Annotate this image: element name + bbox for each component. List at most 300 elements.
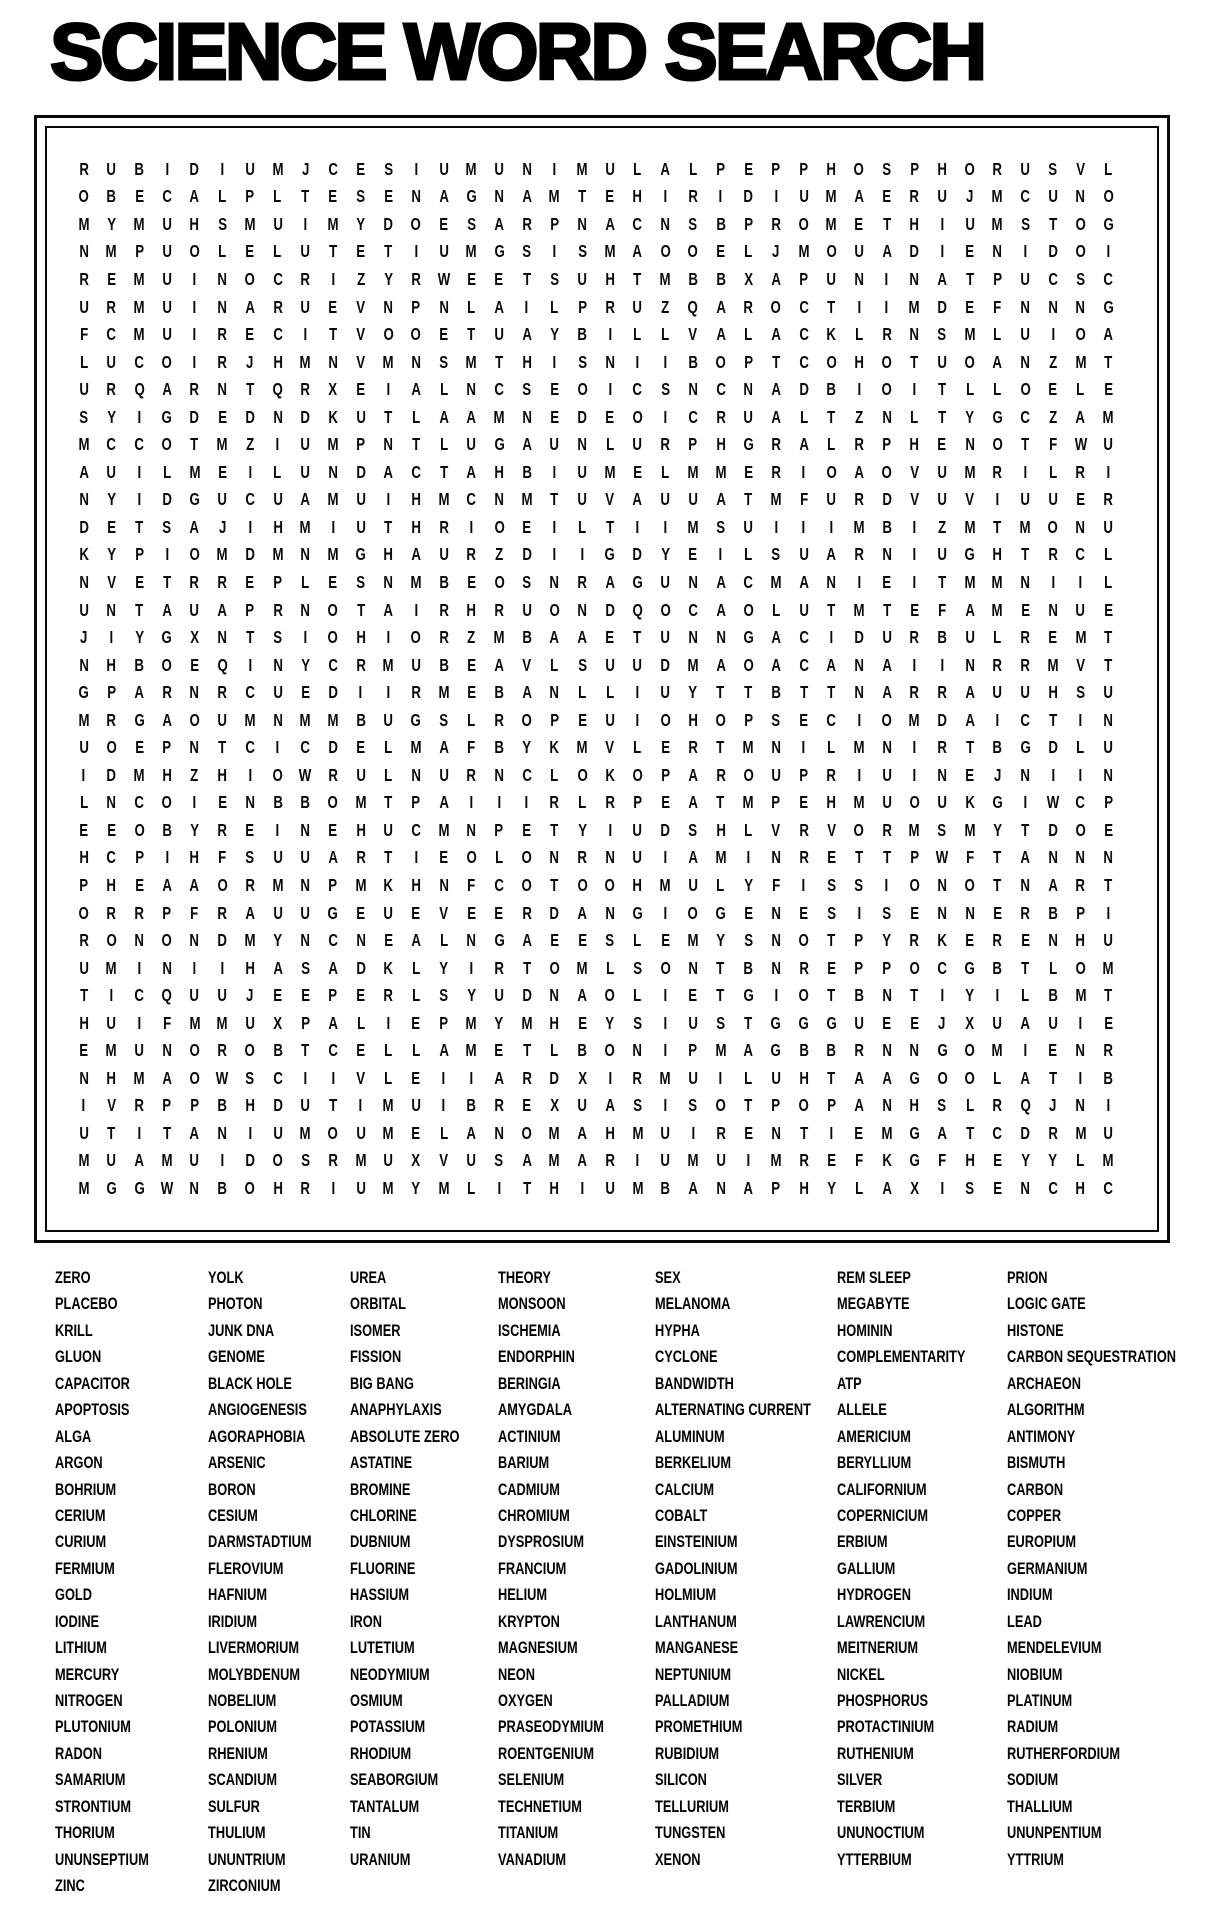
grid-cell: A bbox=[549, 627, 560, 648]
grid-cell: I bbox=[1078, 1013, 1083, 1033]
grid-cell: C bbox=[688, 407, 698, 427]
grid-cell: A bbox=[605, 214, 615, 235]
grid-cell: I bbox=[192, 352, 197, 372]
grid-cell: A bbox=[438, 187, 449, 207]
grid-cell: A bbox=[79, 462, 89, 482]
grid-cell: E bbox=[522, 820, 532, 841]
grid-cell: K bbox=[383, 875, 394, 896]
grid-cell: R bbox=[854, 435, 864, 455]
grid-cell: P bbox=[743, 710, 753, 730]
grid-cell: H bbox=[106, 875, 117, 896]
grid-cell: E bbox=[799, 710, 809, 730]
grid-cell: E bbox=[605, 187, 615, 207]
grid-cell: T bbox=[1021, 958, 1030, 978]
grid-cell: S bbox=[79, 407, 89, 427]
grid-cell: P bbox=[1103, 793, 1113, 813]
word-item: LITHIUM bbox=[55, 1639, 107, 1658]
grid-cell: N bbox=[272, 710, 283, 730]
grid-cell: R bbox=[189, 379, 200, 400]
grid-cell: K bbox=[605, 765, 615, 785]
word-item: PROTACTINIUM bbox=[837, 1718, 935, 1737]
grid-cell: N bbox=[632, 1041, 643, 1061]
grid-cell: Y bbox=[826, 1178, 836, 1199]
word-item: THORIUM bbox=[55, 1824, 115, 1843]
grid-cell: U bbox=[577, 462, 588, 482]
grid-cell: B bbox=[272, 793, 283, 813]
word-list-column-2 bbox=[208, 1266, 337, 1901]
grid-cell: B bbox=[798, 1041, 809, 1061]
grid-cell: R bbox=[660, 435, 671, 455]
grid-cell: Q bbox=[632, 600, 643, 620]
grid-cell: M bbox=[521, 490, 533, 510]
grid-cell: C bbox=[1103, 1178, 1114, 1199]
grid-cell: D bbox=[245, 407, 255, 427]
grid-cell: B bbox=[826, 379, 837, 400]
grid-cell: M bbox=[133, 214, 145, 235]
grid-cell: I bbox=[248, 655, 252, 675]
grid-cell: E bbox=[910, 1013, 919, 1033]
grid-cell: O bbox=[244, 1041, 256, 1061]
grid-cell: M bbox=[327, 214, 339, 235]
grid-cell: G bbox=[964, 958, 975, 978]
grid-cell: N bbox=[1103, 848, 1114, 868]
grid-cell: M bbox=[1075, 1123, 1087, 1144]
grid-cell: L bbox=[356, 1013, 365, 1033]
grid-cell: C bbox=[245, 682, 255, 703]
grid-cell: M bbox=[382, 1096, 394, 1116]
word-item: GLUON bbox=[55, 1348, 102, 1367]
grid-cell: I bbox=[746, 848, 751, 868]
grid-cell: L bbox=[412, 407, 421, 427]
grid-cell: E bbox=[411, 1123, 421, 1144]
grid-cell: R bbox=[1075, 462, 1086, 482]
grid-cell: A bbox=[688, 765, 698, 785]
grid-cell: B bbox=[992, 738, 1003, 758]
grid-cell: O bbox=[410, 214, 422, 235]
grid-cell: R bbox=[245, 875, 255, 896]
word-item: OXYGEN bbox=[498, 1692, 553, 1711]
grid-cell: T bbox=[384, 793, 393, 813]
grid-cell: K bbox=[881, 1151, 892, 1171]
grid-cell: F bbox=[79, 324, 88, 345]
grid-cell: B bbox=[577, 324, 588, 345]
grid-cell: U bbox=[355, 490, 366, 510]
grid-cell: N bbox=[1020, 1178, 1031, 1199]
grid-cell: R bbox=[771, 214, 781, 235]
grid-cell: I bbox=[552, 242, 557, 262]
grid-cell: U bbox=[577, 490, 588, 510]
grid-cell: Y bbox=[107, 214, 116, 235]
grid-cell: Q bbox=[217, 655, 228, 675]
grid-cell: O bbox=[549, 958, 560, 978]
grid-cell: G bbox=[604, 545, 616, 565]
grid-cell: N bbox=[189, 738, 200, 758]
word-item: TUNGSTEN bbox=[655, 1824, 726, 1843]
grid-cell: C bbox=[522, 765, 532, 785]
word-item: GENOME bbox=[208, 1348, 265, 1367]
grid-cell: E bbox=[1103, 600, 1113, 620]
grid-cell: I bbox=[81, 1096, 86, 1116]
grid-cell: R bbox=[1048, 545, 1058, 565]
grid-cell: Z bbox=[855, 407, 864, 427]
grid-cell: U bbox=[272, 903, 283, 923]
grid-cell: M bbox=[1102, 407, 1114, 427]
grid-cell: O bbox=[798, 214, 809, 235]
grid-cell: T bbox=[716, 985, 725, 1006]
grid-cell: M bbox=[216, 1013, 228, 1033]
word-item: BERINGIA bbox=[498, 1375, 561, 1394]
word-list-column-7 bbox=[1007, 1266, 1206, 1874]
word-list-column-5 bbox=[655, 1266, 850, 1874]
grid-cell: O bbox=[632, 407, 643, 427]
grid-cell: B bbox=[106, 187, 117, 207]
grid-cell: X bbox=[965, 1013, 975, 1033]
grid-cell: I bbox=[386, 379, 391, 400]
grid-cell: A bbox=[438, 1041, 449, 1061]
page-title: SCIENCE WORD SEARCH bbox=[50, 7, 985, 96]
grid-cell: A bbox=[189, 187, 200, 207]
grid-cell: T bbox=[827, 1068, 836, 1088]
grid-cell: N bbox=[466, 379, 477, 400]
grid-cell: T bbox=[550, 875, 559, 896]
grid-cell: S bbox=[245, 1068, 255, 1088]
grid-cell: M bbox=[770, 490, 782, 510]
grid-cell: R bbox=[937, 682, 947, 703]
grid-cell: N bbox=[79, 242, 89, 262]
grid-cell: W bbox=[935, 848, 949, 868]
grid-cell: M bbox=[991, 187, 1004, 207]
word-item: APOPTOSIS bbox=[55, 1401, 130, 1420]
grid-cell: R bbox=[909, 627, 920, 648]
word-item: ATP bbox=[837, 1375, 862, 1394]
word-item: JUNK DNA bbox=[208, 1322, 275, 1341]
grid-cell: C bbox=[328, 1041, 338, 1061]
grid-cell: O bbox=[798, 985, 809, 1006]
word-item: ALGA bbox=[55, 1428, 92, 1447]
word-item: NICKEL bbox=[837, 1666, 885, 1684]
word-item: ISOMER bbox=[350, 1322, 401, 1341]
grid-cell: O bbox=[161, 930, 173, 951]
grid-cell: A bbox=[466, 1123, 477, 1144]
grid-cell: R bbox=[771, 435, 781, 455]
grid-cell: M bbox=[327, 545, 339, 565]
grid-cell: I bbox=[1023, 793, 1028, 813]
grid-cell: B bbox=[522, 462, 532, 482]
grid-cell: U bbox=[162, 214, 172, 235]
grid-cell: E bbox=[107, 517, 116, 538]
grid-cell: R bbox=[715, 407, 726, 427]
grid-cell: A bbox=[522, 682, 532, 703]
grid-cell: K bbox=[549, 738, 560, 758]
grid-cell: M bbox=[908, 710, 920, 730]
grid-cell: I bbox=[275, 435, 280, 455]
grid-cell: M bbox=[105, 958, 118, 978]
grid-cell: J bbox=[246, 352, 254, 372]
grid-cell: N bbox=[79, 490, 89, 510]
grid-cell: I bbox=[1078, 765, 1083, 785]
word-item: MONSOON bbox=[498, 1295, 566, 1314]
grid-cell: T bbox=[328, 1096, 338, 1116]
grid-cell: L bbox=[633, 930, 642, 951]
grid-cell: F bbox=[771, 875, 781, 896]
grid-cell: M bbox=[465, 1041, 477, 1061]
grid-cell: G bbox=[1103, 297, 1114, 317]
grid-cell: T bbox=[328, 242, 338, 262]
grid-cell: O bbox=[964, 1041, 975, 1061]
word-item: MENDELEVIUM bbox=[1007, 1639, 1102, 1658]
grid-cell: O bbox=[493, 517, 505, 538]
grid-cell: N bbox=[826, 572, 837, 593]
grid-cell: T bbox=[550, 490, 559, 510]
grid-cell: N bbox=[881, 1096, 892, 1116]
grid-cell: E bbox=[79, 1041, 89, 1061]
grid-cell: D bbox=[522, 985, 532, 1006]
grid-cell: R bbox=[1020, 627, 1031, 648]
grid-cell: U bbox=[217, 710, 228, 730]
grid-cell: Y bbox=[300, 655, 310, 675]
grid-cell: A bbox=[466, 407, 477, 427]
grid-cell: M bbox=[382, 655, 394, 675]
grid-cell: I bbox=[331, 517, 335, 538]
grid-cell: I bbox=[940, 242, 944, 262]
grid-cell: I bbox=[774, 517, 778, 538]
grid-cell: A bbox=[854, 1096, 864, 1116]
grid-cell: O bbox=[660, 600, 671, 620]
grid-cell: O bbox=[881, 710, 892, 730]
word-item: ARSENIC bbox=[208, 1454, 266, 1473]
grid-cell: N bbox=[245, 793, 255, 813]
grid-cell: P bbox=[993, 269, 1002, 290]
grid-cell: N bbox=[688, 627, 698, 648]
grid-cell: U bbox=[771, 1068, 781, 1088]
word-item: EINSTEINIUM bbox=[655, 1533, 738, 1552]
grid-cell: U bbox=[217, 985, 228, 1006]
word-item: KRILL bbox=[55, 1322, 93, 1341]
grid-cell: T bbox=[328, 324, 338, 345]
grid-cell: U bbox=[577, 1096, 588, 1116]
grid-cell: I bbox=[524, 297, 529, 317]
grid-cell: U bbox=[1103, 1123, 1114, 1144]
grid-cell: M bbox=[659, 1068, 671, 1088]
grid-cell: T bbox=[245, 627, 255, 648]
word-item: LEAD bbox=[1007, 1613, 1042, 1632]
grid-cell: T bbox=[467, 324, 476, 345]
grid-cell: N bbox=[715, 627, 726, 648]
grid-cell: N bbox=[438, 875, 449, 896]
grid-cell: Y bbox=[107, 407, 116, 427]
grid-cell: N bbox=[688, 572, 698, 593]
grid-cell: Y bbox=[273, 930, 283, 951]
grid-cell: N bbox=[494, 765, 504, 785]
grid-cell: O bbox=[826, 352, 837, 372]
grid-cell: B bbox=[715, 269, 726, 290]
grid-cell: Y bbox=[411, 1178, 421, 1199]
grid-cell: A bbox=[854, 187, 864, 207]
grid-cell: Y bbox=[467, 985, 476, 1006]
grid-cell: O bbox=[466, 848, 477, 868]
word-item: ZINC bbox=[55, 1877, 85, 1896]
grid-cell: V bbox=[826, 820, 836, 841]
grid-cell: I bbox=[192, 793, 197, 813]
grid-cell: A bbox=[438, 738, 449, 758]
grid-cell: H bbox=[632, 187, 643, 207]
grid-cell: E bbox=[467, 572, 476, 593]
grid-cell: M bbox=[438, 1178, 450, 1199]
grid-cell: A bbox=[965, 710, 975, 730]
grid-cell: C bbox=[798, 352, 809, 372]
grid-cell: A bbox=[522, 435, 532, 455]
grid-cell: M bbox=[133, 765, 145, 785]
grid-cell: H bbox=[106, 655, 117, 675]
grid-cell: S bbox=[356, 572, 366, 593]
word-item: RUBIDIUM bbox=[655, 1745, 719, 1764]
grid-cell: A bbox=[1020, 1013, 1031, 1033]
grid-cell: L bbox=[1048, 462, 1057, 482]
grid-cell: R bbox=[909, 930, 920, 951]
grid-cell: P bbox=[134, 848, 144, 868]
grid-cell: E bbox=[660, 930, 670, 951]
grid-cell: O bbox=[189, 710, 200, 730]
grid-cell: I bbox=[386, 1013, 391, 1033]
grid-cell: X bbox=[550, 1096, 559, 1116]
word-item: FRANCIUM bbox=[498, 1560, 567, 1579]
grid-cell: S bbox=[577, 352, 587, 372]
grid-cell: H bbox=[688, 710, 698, 730]
grid-cell: U bbox=[189, 1151, 200, 1171]
grid-cell: T bbox=[716, 793, 725, 813]
grid-cell: O bbox=[521, 848, 532, 868]
grid-cell: M bbox=[659, 269, 671, 290]
grid-cell: U bbox=[1020, 682, 1031, 703]
grid-cell: T bbox=[938, 572, 947, 593]
grid-cell: Y bbox=[605, 1013, 615, 1033]
grid-cell: T bbox=[301, 187, 310, 207]
grid-cell: R bbox=[605, 793, 615, 813]
grid-cell: M bbox=[548, 187, 561, 207]
grid-cell: E bbox=[993, 1151, 1002, 1171]
grid-cell: M bbox=[576, 958, 588, 978]
grid-cell: T bbox=[827, 930, 836, 951]
grid-cell: N bbox=[522, 159, 532, 179]
grid-cell: C bbox=[272, 324, 283, 345]
grid-cell: H bbox=[106, 1068, 117, 1088]
grid-cell: D bbox=[328, 738, 338, 758]
grid-cell: L bbox=[965, 379, 974, 400]
grid-cell: N bbox=[162, 958, 172, 978]
grid-cell: N bbox=[300, 820, 311, 841]
grid-cell: B bbox=[300, 793, 311, 813]
grid-cell: N bbox=[549, 682, 560, 703]
grid-cell: I bbox=[635, 1151, 640, 1171]
grid-cell: T bbox=[716, 738, 725, 758]
grid-cell: M bbox=[493, 627, 505, 648]
grid-cell: E bbox=[799, 903, 809, 923]
grid-cell: I bbox=[940, 655, 944, 675]
grid-cell: P bbox=[882, 958, 892, 978]
grid-cell: M bbox=[161, 1151, 173, 1171]
grid-cell: I bbox=[1023, 462, 1028, 482]
grid-cell: M bbox=[78, 1178, 90, 1199]
grid-cell: P bbox=[716, 159, 726, 179]
grid-cell: P bbox=[1076, 903, 1086, 923]
grid-cell: E bbox=[605, 627, 615, 648]
grid-cell: S bbox=[439, 352, 449, 372]
grid-cell: O bbox=[798, 1096, 809, 1116]
grid-cell: D bbox=[937, 710, 947, 730]
grid-cell: I bbox=[358, 682, 363, 703]
grid-cell: O bbox=[881, 379, 892, 400]
grid-cell: U bbox=[1048, 1013, 1058, 1033]
grid-cell: P bbox=[660, 765, 670, 785]
grid-cell: L bbox=[550, 297, 559, 317]
grid-cell: U bbox=[162, 297, 172, 317]
grid-cell: N bbox=[881, 545, 892, 565]
grid-cell: U bbox=[79, 738, 89, 758]
grid-cell: N bbox=[328, 462, 338, 482]
grid-cell: U bbox=[79, 958, 89, 978]
grid-cell: R bbox=[605, 297, 615, 317]
grid-cell: N bbox=[909, 324, 920, 345]
grid-cell: V bbox=[107, 572, 116, 593]
grid-cell: U bbox=[632, 848, 643, 868]
grid-cell: D bbox=[1048, 738, 1058, 758]
grid-cell: U bbox=[1103, 682, 1114, 703]
grid-cell: N bbox=[909, 1041, 920, 1061]
grid-cell: R bbox=[798, 848, 809, 868]
word-item: RHODIUM bbox=[350, 1745, 412, 1764]
grid-cell: S bbox=[633, 1096, 643, 1116]
grid-cell: M bbox=[493, 407, 505, 427]
grid-cell: E bbox=[300, 682, 310, 703]
grid-cell: C bbox=[1075, 545, 1086, 565]
grid-cell: N bbox=[1103, 765, 1114, 785]
grid-cell: G bbox=[327, 903, 339, 923]
grid-cell: I bbox=[165, 545, 169, 565]
grid-cell: I bbox=[303, 324, 308, 345]
grid-cell: A bbox=[605, 572, 615, 593]
word-item: COBALT bbox=[655, 1507, 708, 1526]
grid-cell: U bbox=[605, 655, 615, 675]
grid-cell: S bbox=[688, 820, 698, 841]
grid-cell: X bbox=[328, 379, 338, 400]
grid-cell: R bbox=[328, 1151, 338, 1171]
grid-cell: U bbox=[1020, 324, 1031, 345]
grid-cell: C bbox=[106, 848, 117, 868]
grid-cell: B bbox=[688, 352, 698, 372]
grid-cell: H bbox=[522, 352, 532, 372]
word-item: HASSIUM bbox=[350, 1586, 410, 1605]
grid-cell: N bbox=[189, 1178, 200, 1199]
grid-cell: N bbox=[1020, 352, 1031, 372]
word-item: PLUTONIUM bbox=[55, 1718, 131, 1737]
grid-cell: E bbox=[826, 1151, 836, 1171]
word-item: NEODYMIUM bbox=[350, 1666, 430, 1684]
grid-cell: E bbox=[134, 187, 144, 207]
word-item: BISMUTH bbox=[1007, 1454, 1066, 1473]
grid-cell: Z bbox=[1048, 352, 1057, 372]
grid-cell: T bbox=[744, 682, 753, 703]
grid-cell: W bbox=[1074, 435, 1087, 455]
grid-cell: G bbox=[964, 545, 975, 565]
grid-cell: A bbox=[577, 1123, 588, 1144]
grid-cell: M bbox=[272, 545, 284, 565]
grid-cell: R bbox=[992, 462, 1003, 482]
grid-cell: M bbox=[355, 1151, 367, 1171]
grid-cell: H bbox=[826, 793, 837, 813]
grid-cell: Y bbox=[383, 269, 393, 290]
grid-cell: P bbox=[411, 297, 421, 317]
grid-cell: A bbox=[688, 793, 698, 813]
